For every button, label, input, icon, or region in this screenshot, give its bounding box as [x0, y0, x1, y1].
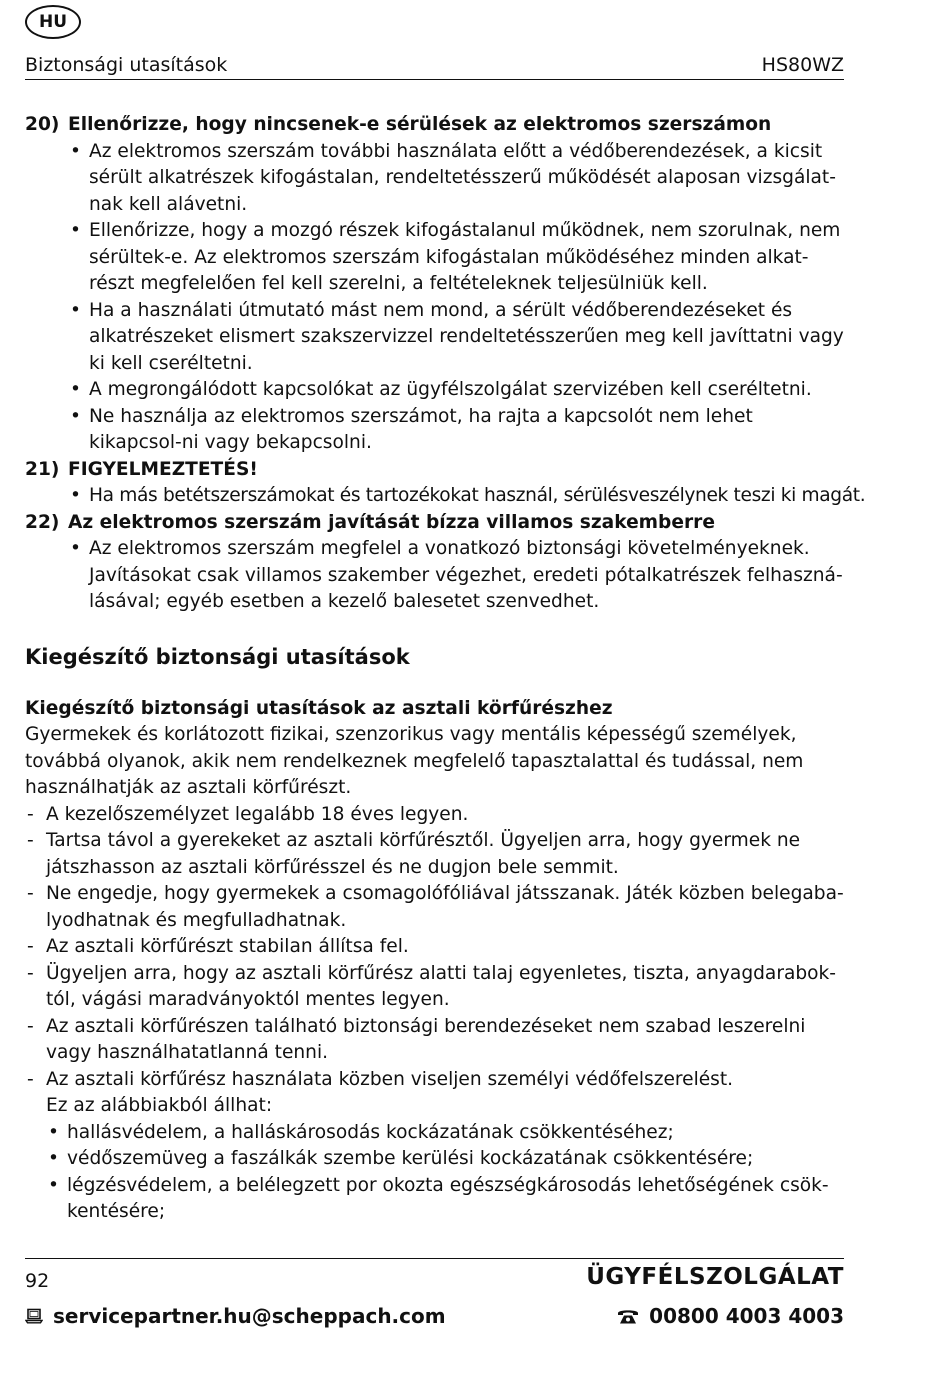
- dash-list: [25, 802, 844, 1094]
- email-address[interactable]: servicepartner.hu@scheppach.com: [53, 1304, 446, 1328]
- numbered-item-20: [25, 112, 844, 457]
- laptop-icon: [25, 1308, 43, 1324]
- item-number: 22): [25, 511, 60, 533]
- telephone-icon: [617, 1308, 639, 1325]
- dash-item: - A kezelőszemélyzet legalább 18 éves legyen.: [25, 802, 844, 829]
- header-model-number: HS80WZ: [761, 53, 844, 76]
- bullet-item: • Ellenőrizze, hogy a mozgó részek kifogástalanul működnek, nem szorulnak, nem sérültek-e. Az elektromos szerszám kifogástalan működéséhez minden alkat-részt megfelelően fel kell szerelni, a feltételeknek teljesülniük kell.: [68, 218, 844, 298]
- bullet-item: • Ne használja az elektromos szerszámot, ha rajta a kapcsolót nem lehet kikapcsol-ni vagy bekapcsolni.: [68, 404, 844, 457]
- item-title: Az elektromos szerszám javítását bízza villamos szakemberre: [68, 511, 715, 533]
- phone-number[interactable]: 00800 4003 4003: [649, 1304, 844, 1328]
- main-content: [25, 112, 866, 1226]
- dash-item: - Az asztali körfűrész használata közben viseljen személyi védőfelszerelést.: [25, 1067, 844, 1094]
- subsection-title: Kiegészítő biztonsági utasítások az asztali körfűrészhez: [25, 697, 613, 719]
- bullet-item: • Ha más betétszerszámokat és tartozékokat használ, sérülésveszélynek teszi ki magát.: [68, 483, 844, 510]
- item-title: Ellenőrizze, hogy nincsenek-e sérülések az elektromos szerszámon: [68, 114, 772, 135]
- numbered-item-22: [25, 510, 844, 616]
- intro-paragraph: Gyermekek és korlátozott fizikai, szenzorikus vagy mentális képességű személyek, továbbá olyanok, akik nem rendelkeznek megfelelő tapasztalattal és tudással, nem használhatják az asztali körfűrészt.: [25, 724, 804, 798]
- dash-item: - Az asztali körfűrészt stabilan állítsa fel.: [25, 934, 844, 961]
- section-title: Kiegészítő biztonsági utasítások: [25, 644, 410, 669]
- customer-service-title: ÜGYFÉLSZOLGÁLAT: [586, 1264, 844, 1290]
- footer-phone[interactable]: [617, 1304, 844, 1328]
- language-badge: [25, 5, 81, 39]
- ppe-item: • védőszemüveg a faszálkák szembe kerülési kockázatának csökkentésére;: [46, 1146, 844, 1173]
- dash-item: - Az asztali körfűrészen található biztonsági berendezéseket nem szabad leszerelni vagy használhatatlanná tenni.: [25, 1014, 844, 1067]
- page-header: [25, 50, 844, 80]
- bullet-item: • Az elektromos szerszám megfelel a vonatkozó biztonsági követelményeknek. Javításokat csak villamos szakember végezhet, eredeti pótalkatrészek felhaszná-lásával; egyéb esetben a kezelő balesetet szenvedhet.: [68, 536, 844, 616]
- bullet-item: • Az elektromos szerszám további használata előtt a védőberendezések, a kicsit sérült alkatrészek kifogástalan, rendeltetésszerű működését alaposan vizsgálat-nak kell alávetni.: [68, 139, 844, 219]
- language-code: HU: [38, 12, 68, 32]
- item-number: 21): [25, 458, 60, 480]
- footer-email[interactable]: [25, 1304, 446, 1328]
- item-number: 20): [25, 114, 60, 135]
- dash-item: - Ügyeljen arra, hogy az asztali körfűrész alatti talaj egyenletes, tiszta, anyagdarabok-tól, vágási maradványoktól mentes legyen.: [25, 961, 844, 1014]
- page-number: 92: [25, 1270, 50, 1292]
- ppe-list: [25, 1120, 844, 1226]
- numbered-item-21: [25, 457, 866, 510]
- ppe-item: • légzésvédelem, a belélegzett por okozta egészségkárosodás lehetőségének csök-kentésére;: [46, 1173, 844, 1226]
- ppe-item: • hallásvédelem, a halláskárosodás kockázatának csökkentéséhez;: [46, 1120, 844, 1147]
- bullet-item: • Ha a használati útmutató mást nem mond, a sérült védőberendezéseket és alkatrészeket elismert szakszervizzel rendeltetésszerűen meg kell javíttatni vagy ki kell cseréltetni.: [68, 298, 844, 378]
- bullet-list: [25, 536, 844, 616]
- header-section-title: Biztonsági utasítások: [25, 53, 228, 76]
- item-title: FIGYELMEZTETÉS!: [68, 458, 258, 480]
- dash-item: - Tartsa távol a gyerekeket az asztali körfűrésztől. Ügyeljen arra, hogy gyermek ne játszhasson az asztali körfűrésszel és ne dugjon bele semmit.: [25, 828, 844, 881]
- bullet-list: [25, 483, 866, 510]
- dash-item: - Ne engedje, hogy gyermekek a csomagolófóliával játsszanak. Játék közben belegaba-lyodhatnak és megfulladhatnak.: [25, 881, 844, 934]
- footer-divider: [25, 1258, 844, 1259]
- bullet-list: [25, 139, 844, 457]
- consists-of-text: Ez az alábbiakból állhat:: [46, 1095, 273, 1116]
- bullet-item: • A megrongálódott kapcsolókat az ügyfélszolgálat szervizében kell cseréltetni.: [68, 377, 844, 404]
